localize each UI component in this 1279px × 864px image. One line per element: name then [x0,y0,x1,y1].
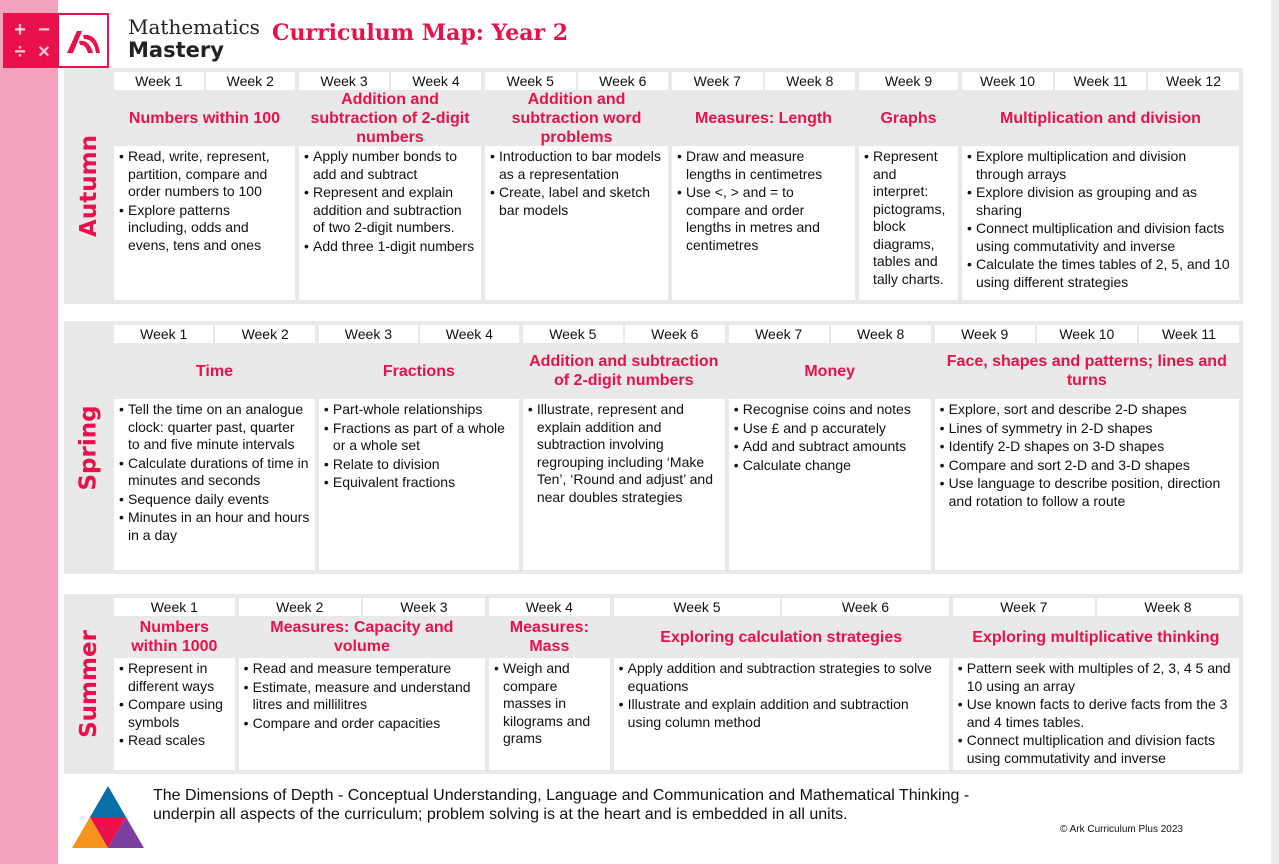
week-label: Week 11 [1055,72,1146,90]
objective-item: • Connect multiplication and division facts using commutativity and inverse [958,732,1234,767]
objective-item: • Read scales [119,732,230,750]
objective-item: • Use £ and p accurately [734,420,926,438]
unit-column [114,598,235,770]
unit-title: Exploring calculation strategies [660,628,903,646]
term-summer [64,594,1243,774]
week-headers [729,325,931,343]
unit-column [485,72,668,300]
unit-title: Time [195,362,233,380]
week-label: Week 8 [765,72,856,90]
brand-name-line2: Mastery [128,38,224,62]
week-label: Week 2 [239,598,361,616]
week-headers [114,598,235,616]
objective-item: • Calculate change [734,457,926,475]
unit-title: Addition and subtraction of 2-digit numbers [310,90,470,146]
unit-objectives [935,399,1239,570]
unit-objectives [614,658,949,770]
week-label: Week 4 [489,598,610,616]
objective-item: • Use known facts to derive facts from the 3 and 4 times tables. [958,696,1234,731]
week-label: Week 10 [1037,325,1137,343]
unit-column [114,325,315,570]
week-headers [859,72,958,90]
week-headers [114,72,295,90]
unit-title: Exploring multiplicative thinking [972,628,1220,646]
week-headers [953,598,1239,616]
objective-item: • Read and measure temperature [244,660,480,678]
week-label: Week 2 [215,325,314,343]
unit-objectives [299,146,481,300]
unit-column [962,72,1239,300]
times-icon: × [38,41,50,63]
objective-item: • Represent in different ways [119,660,230,695]
week-headers [935,325,1239,343]
week-label: Week 3 [319,325,418,343]
week-label: Week 6 [782,598,949,616]
week-label: Week 7 [953,598,1095,616]
objective-item: • Calculate the times tables of 2, 5, and 10 using different strategies [967,256,1234,291]
unit-objectives [114,658,235,770]
objective-item: • Apply addition and subtraction strategies to solve equations [619,660,944,695]
week-label: Week 1 [114,325,213,343]
week-headers [672,72,855,90]
copyright: © Ark Curriculum Plus 2023 [1060,824,1183,835]
week-label: Week 1 [114,72,204,90]
objective-item: • Pattern seek with multiples of 2, 3, 4 5 and 10 using an array [958,660,1234,695]
week-label: Week 9 [935,325,1035,343]
objective-item: • Use <, > and = to compare and order lengths in metres and centimetres [677,184,850,254]
week-headers [299,72,481,90]
week-headers [523,325,725,343]
plus-icon: + [14,19,26,41]
minus-icon: − [38,19,50,41]
week-label: Week 7 [729,325,829,343]
objective-item: • Compare and order capacities [244,715,480,733]
term-spring [64,321,1243,574]
brand-name-line1: Mathematics [128,15,260,39]
objective-item: • Explore multiplication and division through arrays [967,148,1234,183]
unit-title: Addition and subtraction of 2-digit numbers [529,353,719,389]
objective-item: • Recognise coins and notes [734,401,926,419]
unit-objectives [953,658,1239,770]
objective-item: • Add three 1-digit numbers [304,238,476,256]
unit-objectives [485,146,668,300]
week-label: Week 10 [962,72,1053,90]
week-label: Week 5 [614,598,781,616]
week-label: Week 2 [206,72,296,90]
unit-column [299,72,481,300]
week-label: Week 5 [523,325,623,343]
unit-title: Measures: Length [695,109,832,127]
week-label: Week 11 [1139,325,1239,343]
unit-column [239,598,485,770]
week-label: Week 4 [420,325,519,343]
ark-logo-icon [59,15,107,66]
unit-title: Multiplication and division [1000,109,1201,127]
unit-objectives [672,146,855,300]
week-label: Week 3 [363,598,485,616]
mathematics-mastery-logo [3,13,109,68]
page-title: Curriculum Map: Year 2 [272,20,569,46]
objective-item: • Read, write, represent, partition, compare and order numbers to 100 [119,148,290,201]
unit-title: Money [804,362,856,380]
week-label: Week 8 [1097,598,1239,616]
objective-item: • Identify 2-D shapes on 3-D shapes [940,438,1234,456]
objective-item: • Represent and interpret: pictograms, block diagrams, tables and tally charts. [864,148,953,288]
week-headers [614,598,949,616]
objective-item: • Fractions as part of a whole or a whole set [324,420,514,455]
unit-title: Face, shapes and patterns; lines and turns [946,353,1227,389]
objective-item: • Add and subtract amounts [734,438,926,456]
unit-objectives [114,399,315,570]
objective-item: • Lines of symmetry in 2-D shapes [940,420,1234,438]
unit-title: Measures: Capacity and volume [270,619,454,655]
math-operators-icon [8,20,56,64]
term-autumn [64,68,1243,304]
week-label: Week 7 [672,72,763,90]
unit-objectives [239,658,485,770]
week-label: Week 1 [114,598,235,616]
objective-item: • Weigh and compare masses in kilograms and grams [494,660,605,748]
objective-item: • Estimate, measure and understand litres and millilitres [244,679,480,714]
objective-item: • Draw and measure lengths in centimetres [677,148,850,183]
unit-column [935,325,1239,570]
week-label: Week 5 [485,72,576,90]
term-label: Autumn [76,135,103,237]
unit-column [672,72,855,300]
week-headers [239,598,485,616]
objective-item: • Create, label and sketch bar models [490,184,663,219]
unit-objectives [962,146,1239,300]
term-units [114,598,1239,770]
unit-objectives [859,146,958,300]
unit-title: Addition and subtraction word problems [511,90,642,146]
unit-title: Fractions [382,362,455,380]
unit-column [319,325,519,570]
unit-objectives [489,658,610,770]
unit-column [729,325,931,570]
unit-title: Measures: Mass [509,619,589,655]
unit-title: Numbers within 1000 [131,619,218,655]
term-units [114,72,1239,300]
unit-objectives [114,146,295,300]
dimensions-of-depth-logo [71,786,145,848]
unit-objectives [729,399,931,570]
unit-objectives [523,399,725,570]
objective-item: • Part-whole relationships [324,401,514,419]
week-label: Week 12 [1148,72,1239,90]
objective-item: • Sequence daily events [119,491,310,509]
objective-item: • Explore division as grouping and as sharing [967,184,1234,219]
objective-item: • Use language to describe position, direction and rotation to follow a route [940,475,1234,510]
objective-item: • Illustrate, represent and explain addition and subtraction involving regrouping including ‘Make Ten’, ‘Round and adjust’ and near doubles strategies [528,401,720,506]
objective-item: • Connect multiplication and division facts using commutativity and inverse [967,220,1234,255]
objective-item: • Calculate durations of time in minutes and seconds [119,455,310,490]
term-units [114,325,1239,570]
objective-item: • Represent and explain addition and subtraction of two 2-digit numbers. [304,184,476,237]
week-headers [485,72,668,90]
week-headers [319,325,519,343]
week-label: Week 9 [859,72,958,90]
unit-column [953,598,1239,770]
objective-item: • Minutes in an hour and hours in a day [119,509,310,544]
objective-item: • Relate to division [324,456,514,474]
objective-item: • Equivalent fractions [324,474,514,492]
unit-column [523,325,725,570]
left-decorative-strip [0,0,58,864]
right-scroll-edge [1271,0,1279,864]
week-headers [489,598,610,616]
week-label: Week 3 [299,72,389,90]
objective-item: • Introduction to bar models as a representation [490,148,663,183]
unit-title: Graphs [880,109,937,127]
unit-column [489,598,610,770]
week-label: Week 4 [391,72,481,90]
unit-title: Numbers within 100 [128,109,281,127]
unit-objectives [319,399,519,570]
week-headers [962,72,1239,90]
unit-column [114,72,295,300]
objective-item: • Explore patterns including, odds and evens, tens and ones [119,202,290,255]
objective-item: • Apply number bonds to add and subtract [304,148,476,183]
week-headers [114,325,315,343]
term-label: Spring [76,404,102,491]
objective-item: • Compare and sort 2-D and 3-D shapes [940,457,1234,475]
divide-icon: ÷ [14,41,26,63]
unit-column [614,598,949,770]
objective-item: • Illustrate and explain addition and subtraction using column method [619,696,944,731]
week-label: Week 8 [831,325,931,343]
dimensions-of-depth-text: The Dimensions of Depth - Conceptual Understanding, Language and Communication and Mathematical Thinking - underpin all aspects of the curriculum; problem solving is at the heart and is embedded in all units. [153,787,970,823]
week-label: Week 6 [625,325,725,343]
objective-item: • Tell the time on an analogue clock: quarter past, quarter to and five minute intervals [119,401,310,454]
week-label: Week 6 [578,72,669,90]
unit-column [859,72,958,300]
term-label: Summer [76,630,102,738]
objective-item: • Explore, sort and describe 2-D shapes [940,401,1234,419]
objective-item: • Compare using symbols [119,696,230,731]
